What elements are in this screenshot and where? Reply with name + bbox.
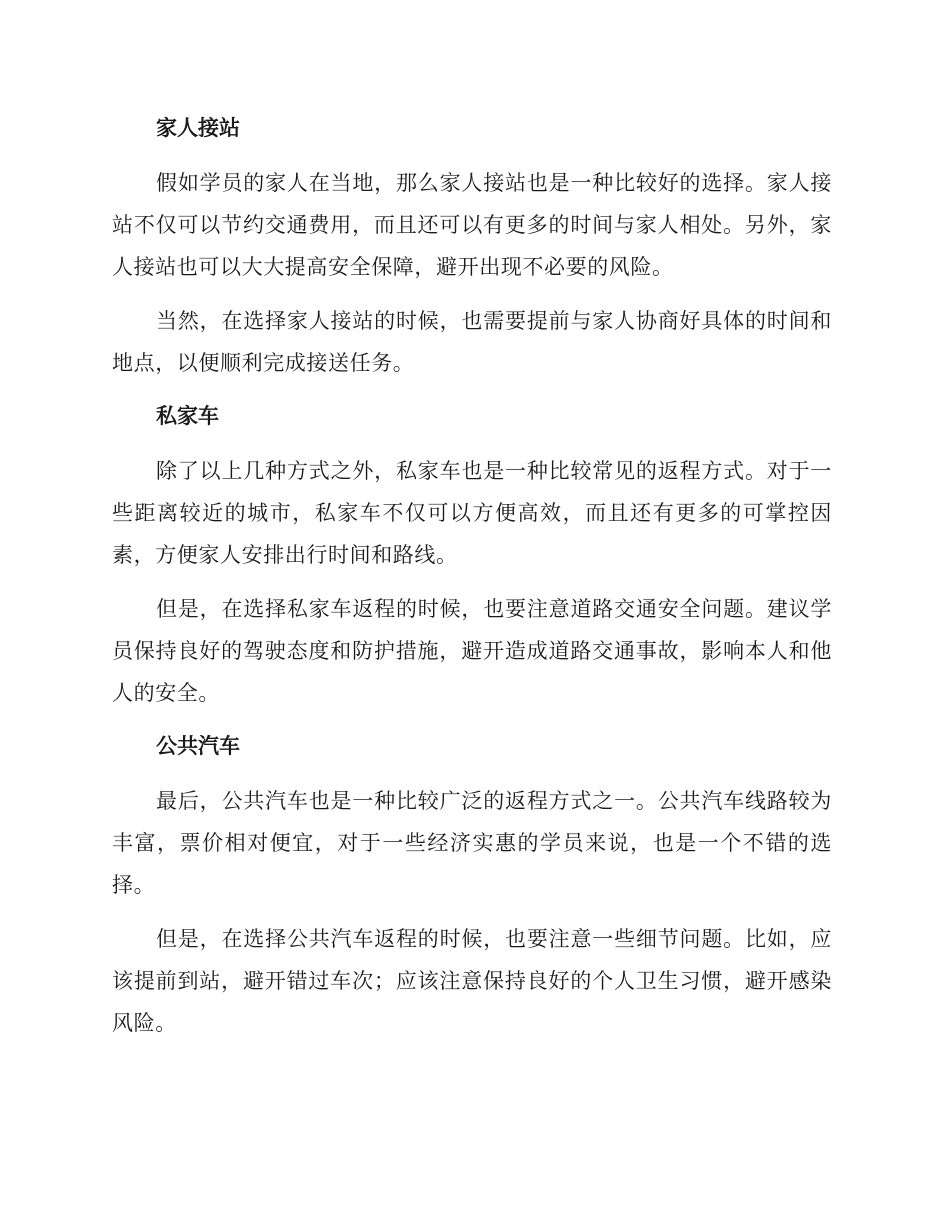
paragraph: 但是，在选择私家车返程的时候，也要注意道路交通安全问题。建议学员保持良好的驾驶态度和防护措施，避开造成道路交通事故，影响本人和他人的安全。 — [112, 597, 832, 705]
section-heading: 公共汽车 — [156, 734, 240, 758]
paragraph: 最后，公共汽车也是一种比较广泛的返程方式之一。公共汽车线路较为丰富，票价相对便宜，对于一些经济实惠的学员来说，也是一个不错的选择。 — [112, 789, 832, 897]
section-heading: 私家车 — [156, 404, 219, 428]
section-family-pickup — [112, 108, 832, 384]
document-page — [112, 108, 832, 1056]
paragraph: 假如学员的家人在当地，那么家人接站也是一种比较好的选择。家人接站不仅可以节约交通费用，而且还可以有更多的时间与家人相处。另外，家人接站也可以大大提高安全保障，避开出现不必要的风险。 — [112, 171, 832, 279]
section-public-bus — [112, 726, 832, 1044]
paragraph: 但是，在选择公共汽车返程的时候，也要注意一些细节问题。比如，应该提前到站，避开错过车次；应该注意保持良好的个人卫生习惯，避开感染风险。 — [112, 927, 832, 1035]
paragraph: 除了以上几种方式之外，私家车也是一种比较常见的返程方式。对于一些距离较近的城市，私家车不仅可以方便高效，而且还有更多的可掌控因素，方便家人安排出行时间和路线。 — [112, 459, 832, 567]
section-heading: 家人接站 — [156, 116, 240, 140]
section-private-car — [112, 396, 832, 714]
paragraph: 当然，在选择家人接站的时候，也需要提前与家人协商好具体的时间和地点，以便顺利完成接送任务。 — [112, 309, 832, 375]
